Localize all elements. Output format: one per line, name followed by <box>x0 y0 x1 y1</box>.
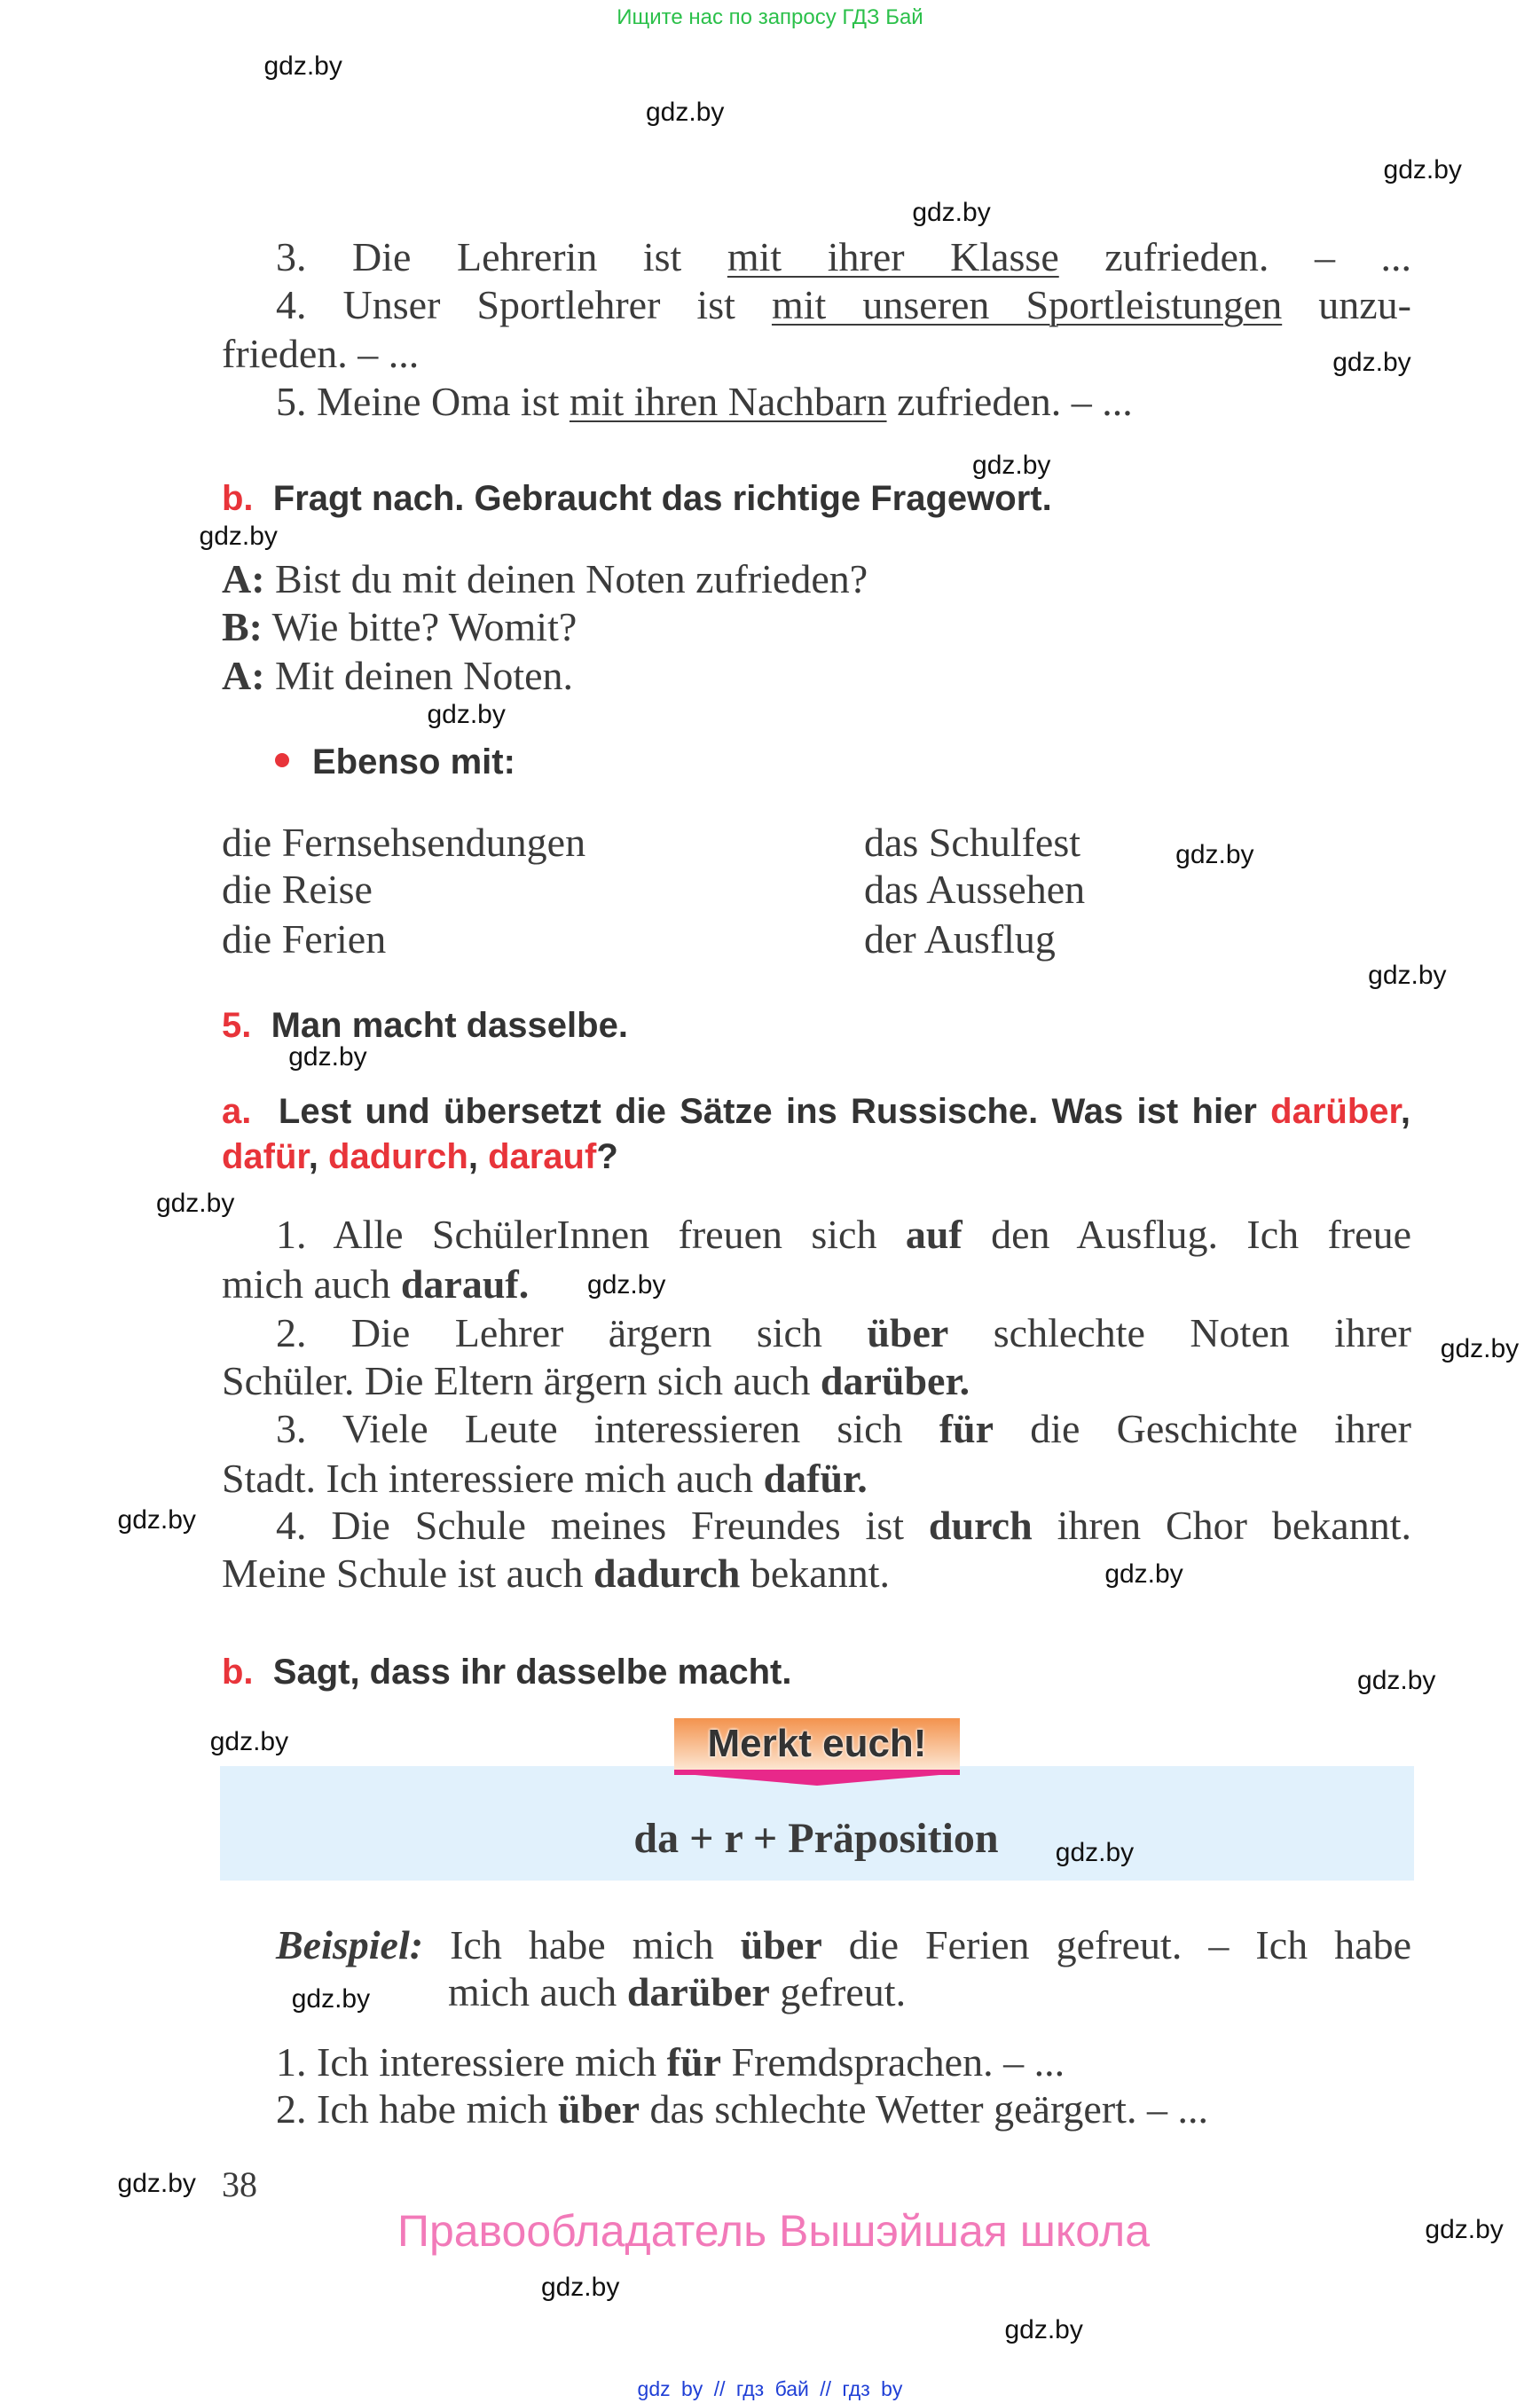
text-segment: Ebenso mit: <box>312 742 515 781</box>
bold-word: dadurch <box>593 1551 741 1596</box>
bold-word: für <box>666 2039 721 2085</box>
text-segment: 2. Die Lehrer ärgern sich <box>276 1310 868 1355</box>
task-a-heading-cont <box>222 1135 618 1178</box>
text-segment: ihren Chor bekannt. <box>1032 1503 1411 1548</box>
text-segment: Meine Schule ist auch <box>222 1551 594 1596</box>
watermark: gdz.by <box>972 451 1051 480</box>
text-segment: 1. Ich interessiere mich <box>276 2039 667 2085</box>
text-segment: 3. Viele Leute interessieren sich <box>276 1406 939 1451</box>
example-sentence <box>276 1502 1411 1550</box>
text-segment: Wie bitte? Womit? <box>263 604 578 649</box>
highlighted-word: dadurch <box>328 1137 468 1176</box>
text-segment: Fragt nach. Gebraucht das richtige Fragewort. <box>253 479 1052 518</box>
bold-word: durch <box>928 1503 1033 1548</box>
task-a-heading <box>222 1090 1410 1133</box>
watermark: gdz.by <box>209 1727 289 1757</box>
copyright-notice: Правообладатель Вышэйшая школа <box>397 2206 1150 2256</box>
watermark: gdz.by <box>1383 154 1462 185</box>
word-item: der Ausflug <box>864 916 1056 962</box>
text-segment: Mit deinen Noten. <box>264 653 574 698</box>
text-segment: den Ausflug. Ich freue <box>962 1212 1411 1257</box>
bold-word: über <box>867 1310 949 1355</box>
text-segment: 1. Alle SchülerInnen freuen sich <box>276 1212 906 1257</box>
bold-word: über <box>558 2086 640 2132</box>
word-item: die Ferien <box>222 916 387 962</box>
task-b-heading <box>222 1651 791 1693</box>
watermark: gdz.by <box>117 2169 196 2199</box>
example-sentence <box>222 1357 970 1405</box>
word-item: die Fernsehsendungen <box>222 820 586 865</box>
dialog-line <box>222 555 868 603</box>
dialog-line <box>222 652 573 700</box>
ebenso-heading <box>312 741 515 783</box>
text-segment: mich auch <box>222 1261 401 1307</box>
highlighted-word: dafür <box>222 1137 309 1176</box>
example-sentence <box>222 1455 868 1503</box>
underlined-phrase: mit ihren Nachbarn <box>569 379 887 424</box>
highlighted-word: 5. <box>222 1006 252 1045</box>
underlined-phrase: mit ihrer Klasse <box>727 234 1059 279</box>
beispiel-line <box>448 1968 906 2016</box>
text-segment: zufrieden. – ... <box>1058 234 1411 279</box>
rule-formula: da + r + Präposition <box>633 1815 999 1862</box>
text-segment: Ich habe mich <box>423 1922 741 1967</box>
watermark: gdz.by <box>155 1188 235 1218</box>
highlighted-word: darauf <box>488 1137 597 1176</box>
watermark: gdz.by <box>587 1269 666 1300</box>
text-segment: Lest und übersetzt die Sätze ins Russische. Was ist hier <box>251 1092 1271 1131</box>
text-segment: Man macht dasselbe. <box>251 1006 628 1045</box>
text-segment: Bist du mit deinen Noten zufrieden? <box>264 556 868 601</box>
text-segment: Stadt. Ich interessiere mich auch <box>222 1456 764 1501</box>
watermark: gdz.by <box>1357 1665 1436 1695</box>
bold-word: Beispiel: <box>276 1922 424 1967</box>
text-segment: mich auch <box>448 1969 627 2014</box>
task-sentence <box>276 2038 1065 2086</box>
text-segment: die Geschichte ihrer <box>994 1406 1411 1451</box>
sentence-5 <box>276 378 1133 426</box>
footer-links[interactable]: gdz by // гдз бай // гдз by <box>637 2377 903 2400</box>
bold-word: B: <box>222 604 263 649</box>
highlighted-word: a. <box>222 1092 252 1131</box>
example-sentence <box>276 1405 1411 1453</box>
bold-word: darauf. <box>400 1261 530 1307</box>
word-item: das Schulfest <box>864 820 1081 865</box>
merkt-euch-label: Merkt euch! <box>674 1718 960 1775</box>
highlighted-word: b. <box>222 479 254 518</box>
watermark: gdz.by <box>1004 2315 1083 2345</box>
text-segment: unzu- <box>1282 282 1411 327</box>
text-segment: 2. Ich habe mich <box>276 2086 559 2132</box>
text-segment: , <box>1400 1092 1410 1131</box>
watermark: gdz.by <box>199 521 278 551</box>
task-b-heading <box>222 477 1052 520</box>
sentence-3 <box>276 233 1411 281</box>
text-segment: 5. Meine Oma ist <box>276 379 570 424</box>
example-sentence <box>276 1211 1411 1259</box>
bold-word: A: <box>222 556 265 601</box>
watermark: gdz.by <box>1368 960 1447 990</box>
text-segment: gefreut. <box>769 1969 907 2014</box>
exercise-5-heading <box>222 1004 628 1047</box>
highlighted-word: b. <box>222 1653 254 1692</box>
watermark: gdz.by <box>540 2272 620 2302</box>
text-segment: frieden. – ... <box>222 331 420 376</box>
bold-word: dafür. <box>763 1456 868 1501</box>
watermark: gdz.by <box>117 1505 196 1535</box>
task-sentence <box>276 2085 1208 2133</box>
bold-word: für <box>939 1406 994 1451</box>
bold-word: auf <box>905 1212 962 1257</box>
text-segment: 4. Die Schule meines Freundes ist <box>276 1503 929 1548</box>
text-segment: Sagt, dass ihr dasselbe macht. <box>253 1653 792 1692</box>
watermark: gdz.by <box>263 51 342 82</box>
underlined-phrase: mit unseren Sportleistungen <box>771 282 1283 327</box>
bold-word: über <box>740 1922 822 1967</box>
text-segment: zufrieden. – ... <box>886 379 1133 424</box>
text-segment: die Ferien gefreut. – Ich habe <box>821 1922 1411 1967</box>
text-segment: ? <box>596 1137 618 1176</box>
bold-word: darüber. <box>820 1358 970 1403</box>
sentence-4 <box>276 281 1411 329</box>
sentence-4-cont <box>222 330 419 378</box>
watermark: gdz.by <box>1104 1559 1183 1589</box>
dialog-line <box>222 603 577 651</box>
text-segment: 3. Die Lehrerin ist <box>276 234 727 279</box>
text-segment: 4. Unser Sportlehrer ist <box>276 282 772 327</box>
watermark: gdz.by <box>291 1984 371 2014</box>
label-arrow <box>674 1773 960 1786</box>
watermark: gdz.by <box>912 198 991 228</box>
watermark: gdz.by <box>645 98 725 128</box>
bold-word: A: <box>222 653 265 698</box>
highlighted-word: darüber <box>1270 1092 1401 1131</box>
example-sentence <box>222 1260 529 1308</box>
bullet-icon <box>275 753 289 767</box>
watermark: gdz.by <box>1175 840 1254 870</box>
beispiel-line <box>276 1921 1411 1969</box>
bold-word: darüber <box>626 1969 770 2014</box>
watermark: gdz.by <box>1332 347 1411 377</box>
example-sentence <box>222 1550 890 1598</box>
watermark: gdz.by <box>1055 1838 1135 1868</box>
word-item: die Reise <box>222 867 373 912</box>
example-sentence <box>276 1309 1411 1357</box>
text-segment: schlechte Noten ihrer <box>948 1310 1411 1355</box>
watermark: gdz.by <box>1425 2215 1504 2245</box>
text-segment: Schüler. Die Eltern ärgern sich auch <box>222 1358 821 1403</box>
watermark: gdz.by <box>1440 1334 1520 1364</box>
watermark: gdz.by <box>427 700 506 730</box>
search-banner: Ищите нас по запросу ГДЗ Бай <box>617 5 923 29</box>
word-item: das Aussehen <box>864 867 1086 912</box>
text-segment: das schlechte Wetter geärgert. – ... <box>640 2086 1208 2132</box>
watermark: gdz.by <box>288 1041 367 1072</box>
text-segment: , <box>468 1137 489 1176</box>
text-segment: , <box>308 1137 329 1176</box>
text-segment: Fremdsprachen. – ... <box>721 2039 1065 2085</box>
page-number: 38 <box>222 2164 257 2204</box>
text-segment: bekannt. <box>740 1551 890 1596</box>
